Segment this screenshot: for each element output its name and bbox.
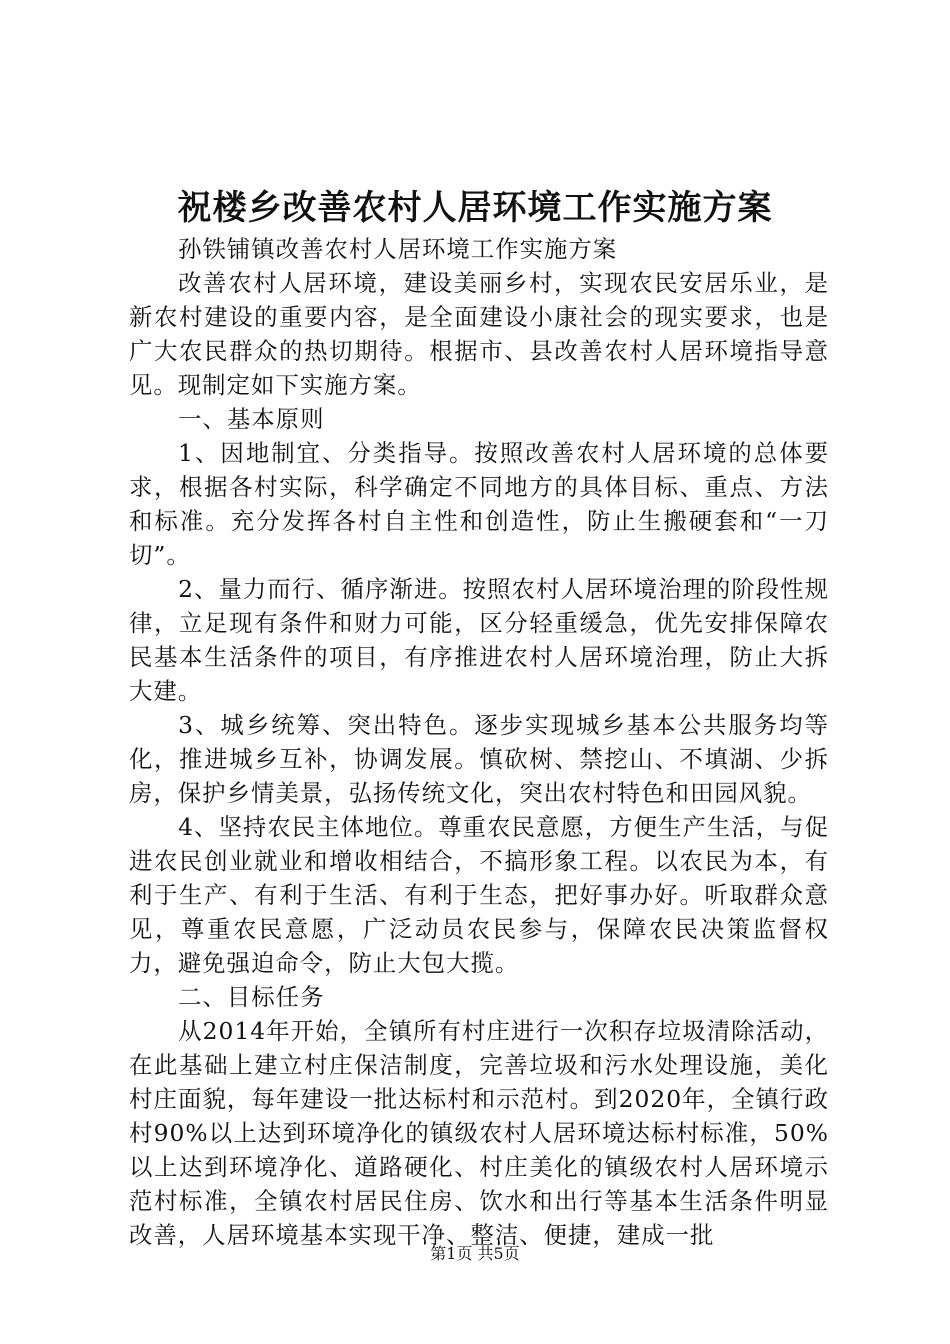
goals-paragraph: 从2014年开始，全镇所有村庄进行一次积存垃圾清除活动，在此基础上建立村庄保洁制度，完善垃圾和污水处理设施，美化村庄面貌，每年建设一批达标村和示范村。到2020年，全镇行政村90%以上达到环境净化的镇级农村人居环境达标村标准，50%以上达到环境净化、道路硬化、村庄美化的镇级农村人居环境示范村标准，全镇农村居民住房、饮水和出行等基本生活条件明显改善，人居环境基本实现干净、整洁、便捷，建成一批: [129, 1017, 829, 1249]
section-heading-principles: 一、基本原则: [178, 405, 325, 433]
intro-paragraph: 改善农村人居环境，建设美丽乡村，实现农民安居乐业，是新农村建设的重要内容，是全面建设小康社会的现实要求，也是广大农民群众的热切期待。根据市、县改善农村人居环境指导意见。现制定如下实施方案。: [129, 269, 829, 399]
page-footer: 第1页 共5页: [430, 1244, 520, 1263]
principle-paragraph-4: 4、坚持农民主体地位。尊重农民意愿，方便生产生活，与促进农民创业就业和增收相结合，不搞形象工程。以农民为本，有利于生产、有利于生活、有利于生态，把好事办好。听取群众意见，尊重农民意愿，广泛动员农民参与，保障农民决策监督权力，避免强迫命令，防止大包大揽。: [129, 813, 829, 977]
principle-paragraph-3: 3、城乡统筹、突出特色。逐步实现城乡基本公共服务均等化，推进城乡互补，协调发展。慎砍树、禁挖山、不填湖、少拆房，保护乡情美景，弘扬传统文化，突出农村特色和田园风貌。: [129, 711, 829, 807]
section-heading-goals: 二、目标任务: [178, 983, 325, 1011]
principle-paragraph-1: 1、因地制宜、分类指导。按照改善农村人居环境的总体要求，根据各村实际，科学确定不同地方的具体目标、重点、方法和标准。充分发挥各村自主性和创造性，防止生搬硬套和“一刀切”。: [129, 439, 829, 569]
document-body: [129, 232, 829, 1252]
document-title: 祝楼乡改善农村人居环境工作实施方案: [177, 188, 773, 228]
subtitle-paragraph: 孙铁铺镇改善农村人居环境工作实施方案: [178, 235, 618, 263]
principle-paragraph-2: 2、量力而行、循序渐进。按照农村人居环境治理的阶段性规律，立足现有条件和财力可能，区分轻重缓急，优先安排保障农民基本生活条件的项目，有序推进农村人居环境治理，防止大拆大建。: [129, 575, 829, 705]
